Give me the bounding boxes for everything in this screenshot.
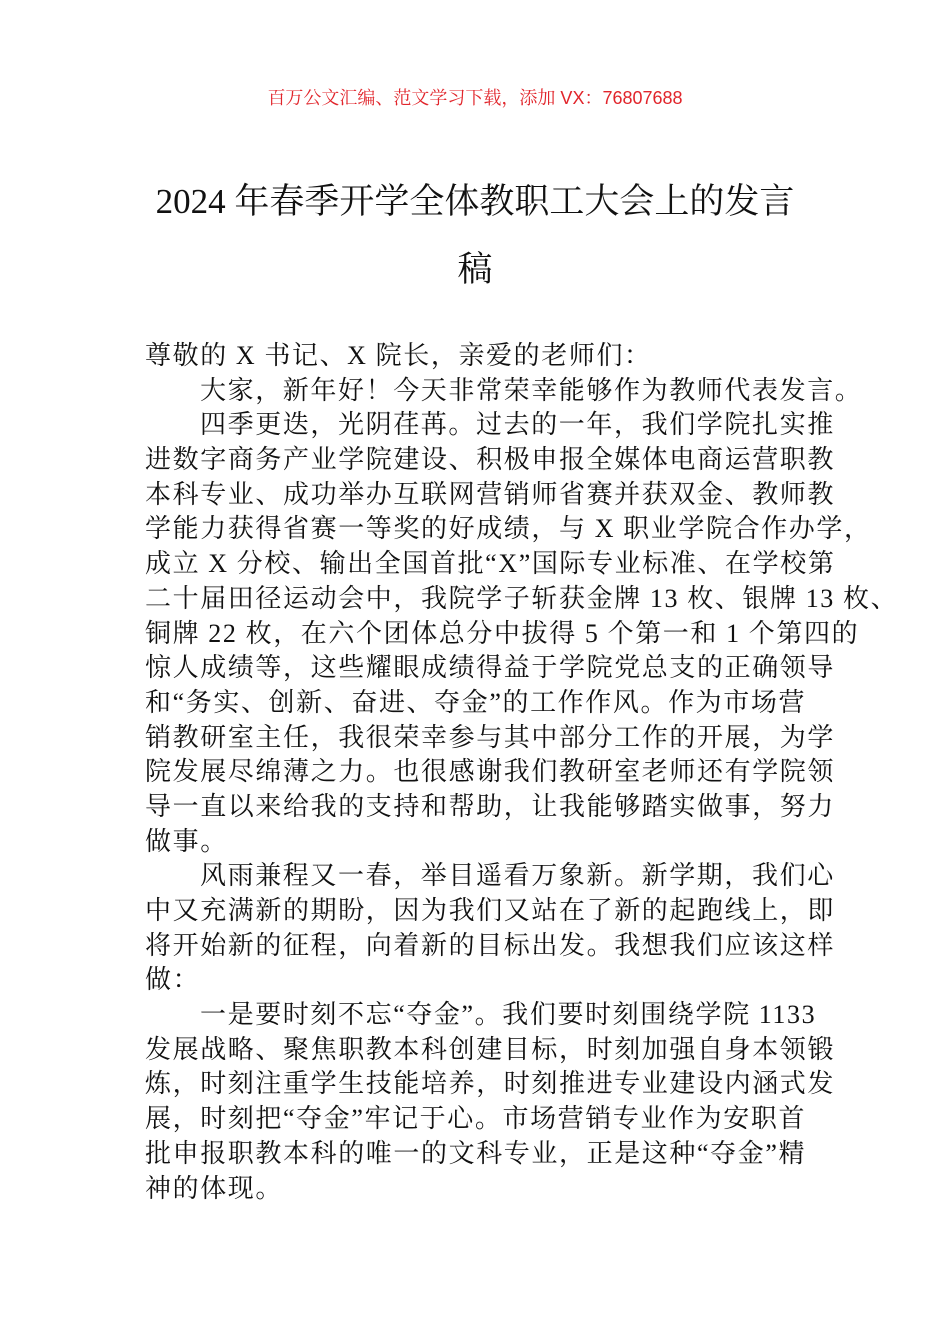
text-line: 二十届田径运动会中，我院学子斩获金牌 13 枚、银牌 13 枚、 bbox=[145, 583, 899, 613]
document-title: 2024 年春季开学全体教职工大会上的发言 bbox=[155, 182, 795, 221]
text-line: 四季更迭，光阴荏苒。过去的一年，我们学院扎实推 bbox=[200, 410, 835, 440]
paragraph bbox=[145, 998, 835, 1206]
text-line: 批申报职教本科的唯一的文科专业，正是这种“夺金”精 bbox=[145, 1138, 807, 1168]
paragraph bbox=[145, 339, 835, 374]
paragraph bbox=[145, 374, 863, 409]
text-line: 做事。 bbox=[145, 826, 228, 856]
text-line: 销教研室主任，我很荣幸参与其中部分工作的开展，为学 bbox=[145, 722, 836, 752]
text-line: 做： bbox=[145, 965, 201, 995]
text-line: 铜牌 22 枚，在六个团体总分中拔得 5 个第一和 1 个第四的 bbox=[145, 618, 860, 648]
text-line: 将开始新的征程，向着新的目标出发。我想我们应该这样 bbox=[145, 930, 836, 960]
text-line: 导一直以来给我的支持和帮助，让我能够踏实做事，努力 bbox=[145, 791, 836, 821]
paragraph bbox=[145, 859, 835, 998]
text-line: 成立 X 分校、输出全国首批“X”国际专业标准、在学校第 bbox=[145, 549, 836, 579]
document-body bbox=[145, 339, 899, 1206]
text-line: 学能力获得省赛一等奖的好成绩，与 X 职业学院合作办学， bbox=[145, 514, 872, 544]
text-line: 中又充满新的期盼，因为我们又站在了新的起跑线上，即 bbox=[145, 896, 836, 925]
text-line: 本科专业、成功举办互联网营销师省赛并获双金、教师教 bbox=[145, 479, 836, 509]
text-line: 尊敬的 X 书记、X 院长，亲爱的老师们： bbox=[145, 341, 652, 370]
text-line: 进数字商务产业学院建设、积极申报全媒体电商运营职教 bbox=[145, 445, 836, 475]
text-line: 一是要时刻不忘“夺金”。我们要时刻围绕学院 1133 bbox=[200, 1000, 817, 1030]
document-title-continued: 稿 bbox=[457, 250, 493, 289]
text-line: 和“务实、创新、奋进、夺金”的工作作风。作为市场营 bbox=[145, 687, 807, 717]
text-line: 院发展尽绵薄之力。也很感谢我们教研室老师还有学院领 bbox=[145, 757, 836, 787]
text-line: 炼，时刻注重学生技能培养，时刻推进专业建设内涵式发 bbox=[145, 1069, 836, 1099]
watermark-notice: 百万公文汇编、范文学习下载，添加 VX：76807688 bbox=[267, 88, 683, 108]
text-line: 大家，新年好！今天非常荣幸能够作为教师代表发言。 bbox=[200, 375, 863, 405]
paragraph bbox=[145, 408, 899, 859]
text-line: 风雨兼程又一春，举目遥看万象新。新学期，我们心 bbox=[200, 861, 835, 891]
text-line: 展，时刻把“夺金”牢记于心。市场营销专业作为安职首 bbox=[145, 1104, 807, 1134]
text-line: 神的体现。 bbox=[145, 1173, 284, 1203]
text-line: 惊人成绩等，这些耀眼成绩得益于学院党总支的正确领导 bbox=[145, 653, 836, 683]
text-line: 发展战略、聚焦职教本科创建目标，时刻加强自身本领锻 bbox=[145, 1034, 836, 1064]
